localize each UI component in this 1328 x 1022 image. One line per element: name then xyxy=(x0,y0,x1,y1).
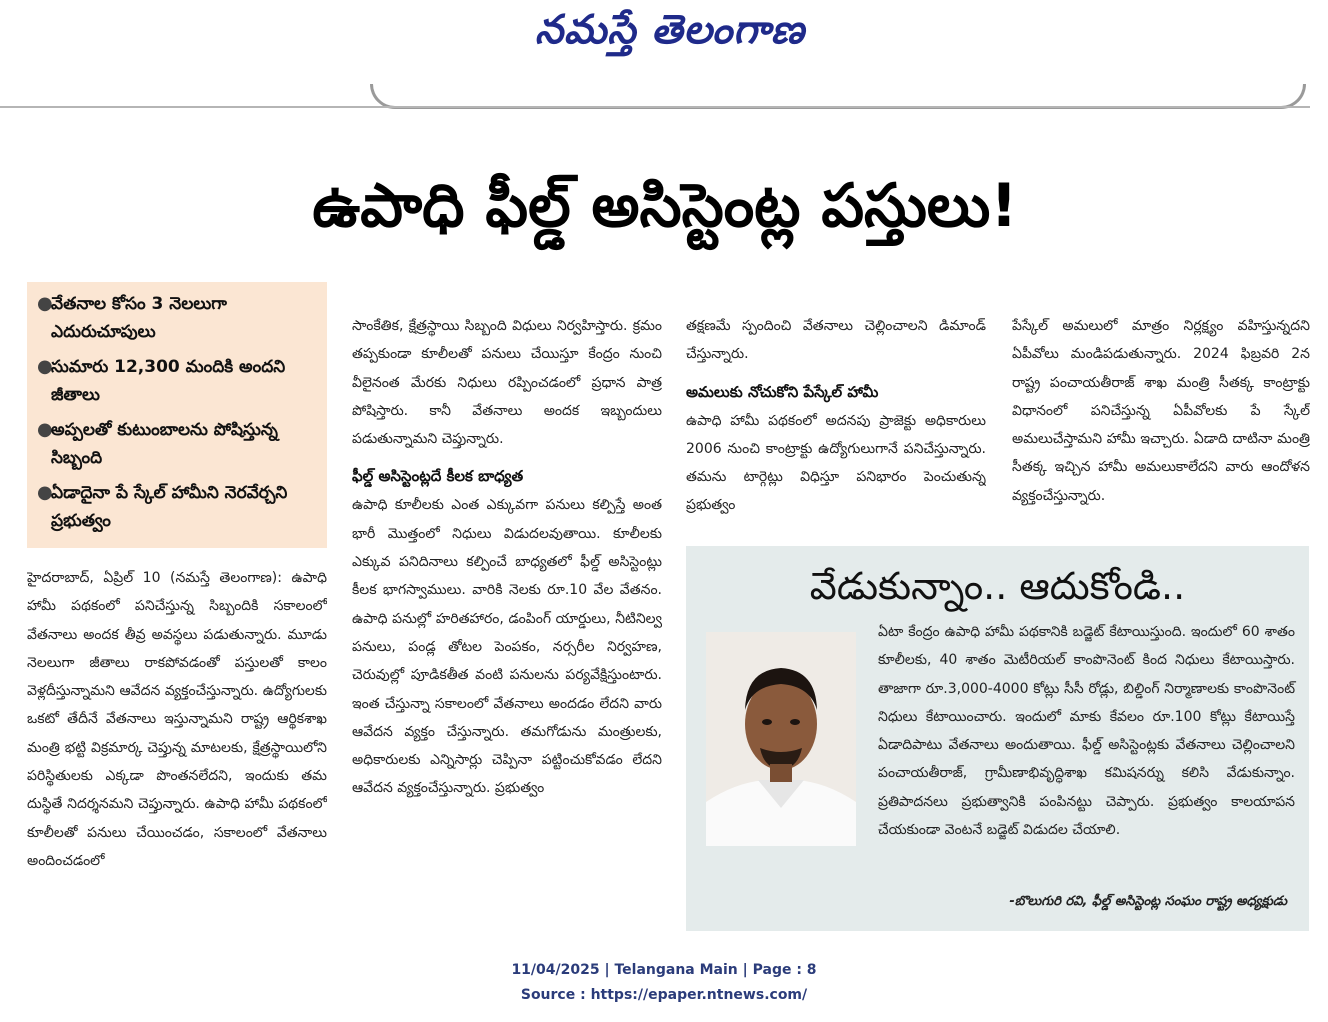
highlight-item: ● ఏడాదైనా పే స్కేల్ హామీని నెరవేర్చని ప్రభుత్వం xyxy=(37,479,319,535)
bullet-icon: ● xyxy=(37,482,53,503)
footer-edition-info: 11/04/2025 | Telangana Main | Page : 8 xyxy=(511,962,817,978)
bullet-icon: ● xyxy=(37,356,53,377)
column-paragraph: హైదరాబాద్, ఏప్రిల్ 10 (నమస్తే తెలంగాణ): ఉపాధి హామీ పథకంలో పనిచేస్తున్న సిబ్బందికి సకాలంలో వేతనాలు అందక తీవ్ర అవస్థలు పడుతున్నారు. మూడు నెలలుగా జీతాలు రాకపోవడంతో పస్తులతో కాలం వెళ్లదీస్తున్నామని ఆవేదన వ్యక్తంచేస్తున్నారు. ఉద్యోగులకు ఒకటో తేదీనే వేతనాలు ఇస్తున్నామని రాష్ట్ర ఆర్థికశాఖ మంత్రి భట్టి విక్రమార్క చెప్తున్న మాటలకు, క్షేత్రస్థాయిలోని పరిస్థితులకు ఎక్కడా పొంతనలేదని, ఇందుకు తమ దుస్థితే నిదర్శనమని చెప్తున్నారు. ఉపాధి హామీ పథకంలో కూలీలతో పనులు చేయించడం, సకాలంలో వేతనాలు అందించడంలో xyxy=(27,570,327,869)
article-column-4 xyxy=(1012,312,1310,540)
highlight-item: ● వేతనాల కోసం 3 నెలలుగా ఎదురుచూపులు xyxy=(37,290,319,346)
bullet-icon: ● xyxy=(37,419,53,440)
quote-box xyxy=(686,546,1309,931)
column-paragraph: తక్షణమే స్పందించి వేతనాలు చెల్లించాలని డిమాండ్ చేస్తున్నారు. xyxy=(686,318,986,363)
article-headline: ఉపాధి ఫీల్డ్ అసిస్టెంట్ల పస్తులు! xyxy=(312,171,1018,241)
quote-heading: వేడుకున్నాం.. ఆదుకోండి.. xyxy=(809,564,1186,608)
highlight-item: ● సుమారు 12,300 మందికి అందని జీతాలు xyxy=(37,353,319,409)
section-subheading: ఫీల్డ్ అసిస్టెంట్లదే కీలక బాధ్యత xyxy=(352,467,524,486)
bullet-icon: ● xyxy=(37,293,53,314)
column-paragraph: పేస్కేల్ అమలులో మాత్రం నిర్లక్ష్యం వహిస్తున్నదని ఏపీవోలు మండిపడుతున్నారు. 2024 ఫిబ్రవరి 2న రాష్ట్ర పంచాయతీరాజ్ శాఖ మంత్రి సీతక్క కాంట్రాక్టు విధానంలో పనిచేస్తున్న ఏపీవోలకు పే స్కేల్ అమలుచేస్తామని హామీ ఇచ్చారు. ఏడాది దాటినా మంత్రి సీతక్క ఇచ్చిన హామీ అమలుకాలేదని వారు ఆందోళన వ్యక్తంచేస్తున్నారు. xyxy=(1012,318,1310,504)
article-column-3 xyxy=(686,312,986,540)
quote-body: ఏటా కేంద్రం ఉపాధి హామీ పథకానికి బడ్జెట్ కేటాయిస్తుంది. ఇందులో 60 శాతం కూలీలకు, 40 శాతం మెటీరియల్ కాంపొనెంట్ కింద నిధులు కేటాయిస్తారు. తాజాగా రూ.3,000-4000 కోట్లు సీసీ రోడ్లు, బిల్డింగ్ నిర్మాణాలకు కాంపొనెంట్ నిధులు కేటాయించారు. ఇందులో మాకు కేవలం రూ.100 కోట్లు కేటాయిస్తే ఏడాదిపాటు వేతనాలు అందుతాయి. ఫీల్డ్ అసిస్టెంట్లకు వేతనాలు చెల్లించాలని పంచాయతీరాజ్, గ్రామీణాభివృద్ధిశాఖ కమిషనర్ను కలిసి వేడుకున్నాం. ప్రతిపాదనలు ప్రభుత్వానికి పంపినట్టు చెప్పారు. ప్రభుత్వం కాలయాపన చేయకుండా వెంటనే బడ్జెట్ విడుదల చేయాలి. xyxy=(878,624,1295,839)
masthead xyxy=(0,0,1328,110)
column-paragraph: సాంకేతిక, క్షేత్రస్థాయి సిబ్బంది విధులు నిర్వహిస్తారు. క్రమం తప్పకుండా కూలీలతో పనులు చేయిస్తూ కేంద్రం నుంచి వీలైనంత మేరకు నిధులు రప్పించడంలో ప్రధాన పాత్ర పోషిస్తారు. కానీ వేతనాలు అందక ఇబ్బందులు పడుతున్నామని చెప్తున్నారు. xyxy=(352,318,662,448)
highlights-box xyxy=(27,282,327,548)
footer-source-link[interactable]: Source : https://epaper.ntnews.com/ xyxy=(520,987,808,1003)
section-subheading: అమలుకు నోచుకోని పేస్కేల్ హామీ xyxy=(686,382,879,401)
article-column-1 xyxy=(27,564,327,924)
highlight-item: ● అప్పలతో కుటుంబాలను పోషిస్తున్న సిబ్బంది xyxy=(37,416,319,472)
column-paragraph: ఉపాధి కూలీలకు ఎంత ఎక్కువగా పనులు కల్పిస్తే అంత భారీ మొత్తంలో నిధులు విడుదలవుతాయి. కూలీలకు ఎక్కువ పనిదినాలు కల్పించే బాధ్యతలో ఫీల్డ్ అసిస్టెంట్లు కీలక భాగస్వాములు. వారికి నెలకు రూ.10 వేల వేతనం. ఉపాధి పనుల్లో హరితహారం, డంపింగ్ యార్డులు, నీటినిల్వ పనులు, పండ్ల తోటల పెంపకం, నర్సరీల నిర్వహణ, చెరువుల్లో పూడికతీత వంటి పనులను పర్యవేక్షిస్తుంటారు. ఇంత చేస్తున్నా సకాలంలో వేతనాలు అందడం లేదని వారు ఆవేదన వ్యక్తం చేస్తున్నారు. తమగోడును మంత్రులకు, అధికారులకు ఎన్నిసార్లు చెప్పినా పట్టించుకోవడం లేదని ఆవేదన వ్యక్తంచేస్తున్నారు. ప్రభుత్వం xyxy=(352,497,662,797)
page-footer xyxy=(0,958,1328,1008)
article-column-2 xyxy=(352,312,662,927)
newspaper-logo: నమస్తే తెలంగాణ xyxy=(534,6,806,53)
quote-credit: -బొలుగురి రవి, ఫీల్డ్ అసిస్టెంట్ల సంఘం రాష్ట్ర అధ్యక్షుడు xyxy=(1009,894,1287,909)
column-paragraph: ఉపాధి హామీ పథకంలో అదనపు ప్రాజెక్టు అధికారులు 2006 నుంచి కాంట్రాక్టు ఉద్యోగులుగానే పనిచేస్తున్నారు. తమను టార్గెట్లు విధిస్తూ పనిభారం పెంచుతున్న ప్రభుత్వం xyxy=(686,412,986,514)
masthead-rule xyxy=(0,106,1310,108)
